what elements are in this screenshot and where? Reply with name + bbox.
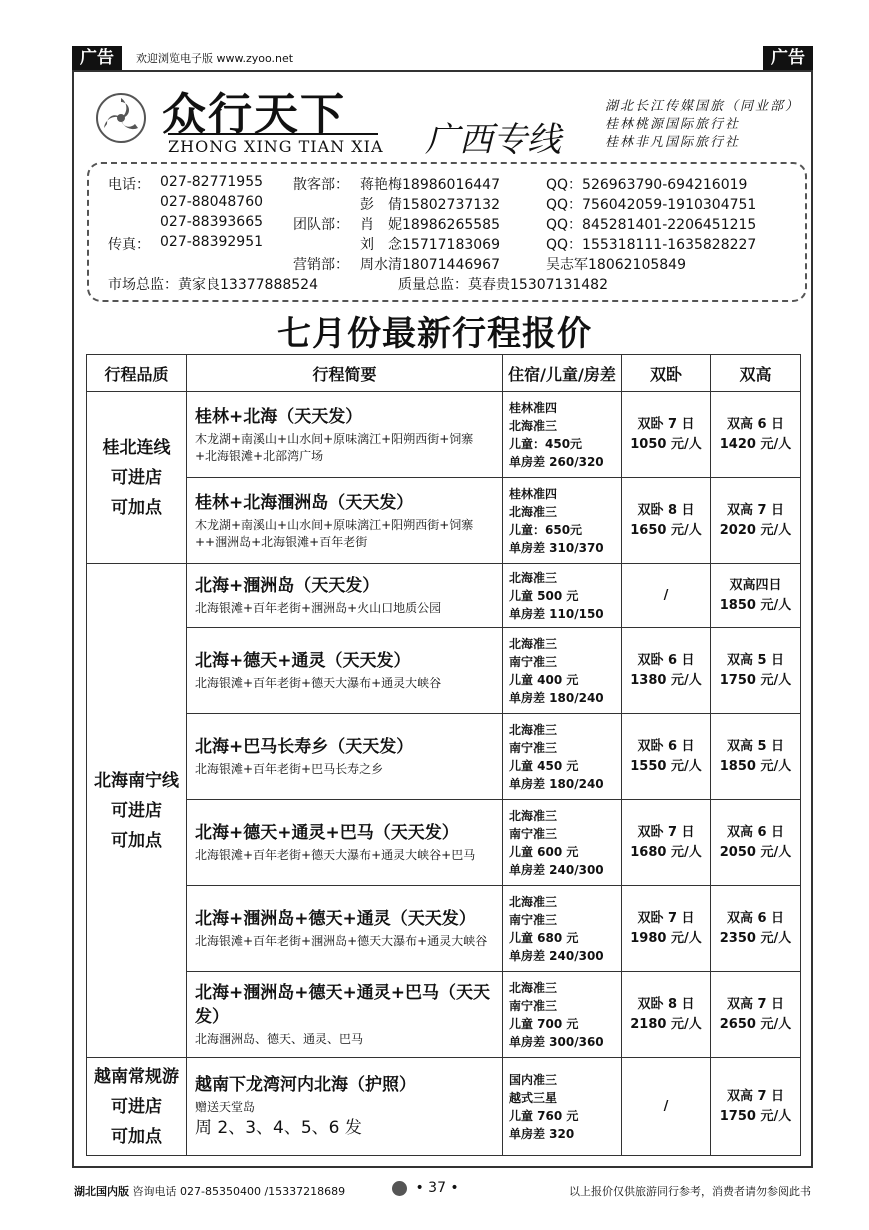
footer-left — [74, 1183, 345, 1199]
rail-price — [711, 1058, 801, 1156]
sleeper-price — [622, 392, 711, 478]
table-row — [87, 628, 801, 714]
price-line: 1850 元/人 — [719, 597, 792, 613]
route-desc: 北海银滩+百年老街+涠洲岛+德天大瀑布+通灵大峡谷 — [195, 934, 488, 948]
group-cell — [87, 564, 187, 1058]
lodging-line: 单房差 240/300 — [509, 948, 604, 963]
lodging-line: 儿童 760 元 — [509, 1108, 579, 1123]
price-line: 双高 6 日 — [726, 416, 785, 432]
lodging-line: 国内准三 — [509, 1072, 558, 1087]
lodging-cell — [503, 478, 622, 564]
lodging-cell — [503, 714, 622, 800]
group-contact: 刘 念15717183069 — [360, 237, 500, 253]
lodging-line: 北海准三 — [509, 980, 558, 995]
table-row — [87, 886, 801, 972]
lodging-line: 单房差 110/150 — [509, 606, 604, 621]
brand-name-english: ZHONG XING TIAN XIA — [168, 137, 384, 156]
price-line: 1750 元/人 — [719, 1108, 792, 1124]
route-name: 桂林+北海涠洲岛（天天发） — [195, 492, 414, 513]
lodging-cell — [503, 1058, 622, 1156]
price-line: 双高 7 日 — [726, 1088, 785, 1104]
price-line: 1850 元/人 — [719, 758, 792, 774]
brand-underline — [168, 133, 378, 135]
lodging-line: 北海准三 — [509, 808, 558, 823]
sales-label: 营销部： — [293, 257, 349, 273]
price-line: 1380 元/人 — [630, 672, 702, 688]
price-line: 双高 5 日 — [726, 738, 785, 754]
lodging-line: 南宁准三 — [509, 654, 558, 669]
edition-label: 湖北国内版 — [74, 1185, 129, 1198]
price-line: 2350 元/人 — [719, 930, 792, 946]
route-desc: 北海银滩+百年老街+德天大瀑布+通灵大峡谷 — [195, 676, 442, 690]
summary-cell — [187, 392, 503, 478]
table-row — [87, 478, 801, 564]
rail-price — [711, 564, 801, 628]
lodging-line: 北海准三 — [509, 418, 558, 433]
lodging-line: 单房差 240/300 — [509, 862, 604, 877]
sleeper-price — [622, 1058, 711, 1156]
lodging-cell — [503, 800, 622, 886]
lodging-line: 单房差 310/370 — [509, 540, 604, 555]
qq-contact: QQ：526963790-694216019 — [546, 177, 748, 193]
group-label: 越南常规游 — [94, 1066, 179, 1087]
lodging-line: 北海准三 — [509, 504, 558, 519]
route-desc: 北海涠洲岛、德天、通灵、巴马 — [195, 1032, 364, 1046]
price-line: 双高四日 — [729, 577, 782, 593]
agency-name: 湖北长江传媒国旅（同业部） — [605, 99, 801, 114]
agency-list — [605, 98, 800, 152]
main-title: 七月份最新行程报价 — [277, 314, 592, 354]
price-line: 双高 7 日 — [726, 502, 785, 518]
agency-name: 桂林桃源国际旅行社 — [605, 117, 741, 132]
lodging-line: 越式三星 — [509, 1090, 558, 1105]
route-desc: 北海银滩+百年老街+巴马长寿之乡 — [195, 762, 384, 776]
lodging-line: 儿童 600 元 — [509, 844, 579, 859]
sales-contact: 周水清18071446967 — [360, 257, 500, 273]
route-title: 广西专线 — [425, 120, 561, 160]
lodging-cell — [503, 972, 622, 1058]
group-contact: 肖 妮18986265585 — [360, 217, 500, 233]
summary-cell — [187, 628, 503, 714]
price-line: 2050 元/人 — [719, 844, 792, 860]
lodging-line: 南宁准三 — [509, 826, 558, 841]
price-line: 1680 元/人 — [630, 844, 702, 860]
group-label: 可加点 — [111, 830, 162, 851]
qq-contact: QQ：845281401-2206451215 — [546, 217, 757, 233]
price-line: 1650 元/人 — [630, 522, 702, 538]
sleeper-price — [622, 972, 711, 1058]
sales-contact-2: 吴志军18062105849 — [546, 257, 686, 273]
sleeper-price — [622, 800, 711, 886]
rail-price — [711, 714, 801, 800]
price-line: 双高 7 日 — [726, 996, 785, 1012]
price-line: 1980 元/人 — [630, 930, 702, 946]
route-name: 北海+涠洲岛+德天+通灵（天天发） — [195, 909, 476, 929]
group-label: 可进店 — [111, 800, 162, 821]
sleeper-price — [622, 478, 711, 564]
group-label: 北海南宁线 — [94, 770, 179, 791]
rail-price — [711, 478, 801, 564]
lodging-line: 桂林准四 — [509, 486, 558, 501]
table-row — [87, 564, 801, 628]
price-line: 1050 元/人 — [630, 436, 702, 452]
group-cell — [87, 392, 187, 564]
group-label: 团队部： — [293, 217, 349, 233]
header-high-speed: 双高 — [711, 355, 801, 392]
market-director: 市场总监：黄家良13377888524 — [108, 277, 318, 293]
lodging-line: 儿童：650元 — [509, 522, 583, 537]
lodging-line: 儿童：450元 — [509, 436, 583, 451]
price-line: 双卧 6 日 — [637, 738, 695, 754]
lodging-line: 儿童 680 元 — [509, 930, 579, 945]
table-row — [87, 1058, 801, 1156]
lodging-cell — [503, 628, 622, 714]
price-line: / — [663, 587, 669, 603]
route-desc: 木龙湖+南溪山+山水间+原味漓江+阳朔西街+饲寨++涠洲岛+北海银滩+百年老街 — [195, 517, 474, 549]
summary-cell — [187, 564, 503, 628]
price-line: 双卧 7 日 — [637, 824, 695, 840]
price-line: / — [663, 1098, 669, 1114]
ad-label-left: 广告 — [72, 46, 122, 70]
lodging-line: 单房差 180/240 — [509, 776, 604, 791]
rail-price — [711, 628, 801, 714]
group-label: 可加点 — [111, 1126, 162, 1147]
ad-label-right: 广告 — [763, 46, 813, 70]
lodging-line: 单房差 180/240 — [509, 690, 604, 705]
price-line: 1420 元/人 — [719, 436, 792, 452]
rail-price — [711, 392, 801, 478]
lodging-line: 北海准三 — [509, 894, 558, 909]
lodging-line: 单房差 260/320 — [509, 454, 604, 469]
lodging-line: 北海准三 — [509, 570, 558, 585]
price-line: 双卧 6 日 — [637, 652, 695, 668]
summary-cell — [187, 886, 503, 972]
route-desc: 赠送天堂岛 — [195, 1100, 256, 1114]
qq-contact: QQ：756042059-1910304751 — [546, 197, 757, 213]
agency-name: 桂林非凡国际旅行社 — [605, 135, 741, 150]
brand-name: 众行天下 — [162, 89, 346, 140]
lodging-line: 单房差 300/360 — [509, 1034, 604, 1049]
price-line: 2180 元/人 — [630, 1016, 702, 1032]
table-row — [87, 392, 801, 478]
header-sleeper: 双卧 — [622, 355, 711, 392]
sleeper-price — [622, 886, 711, 972]
price-line: 2650 元/人 — [719, 1016, 792, 1032]
summary-cell — [187, 714, 503, 800]
lodging-line: 南宁准三 — [509, 912, 558, 927]
route-name: 北海+德天+通灵+巴马（天天发） — [195, 823, 459, 843]
header-lodging: 住宿/儿童/房差 — [503, 355, 622, 392]
price-line: 1750 元/人 — [719, 672, 792, 688]
route-name: 越南下龙湾河内北海（护照） — [195, 1075, 416, 1095]
group-label: 桂北连线 — [102, 437, 171, 458]
page-number-text: • 37 • — [415, 1180, 459, 1196]
lodging-line: 南宁准三 — [509, 740, 558, 755]
departure-days: 周 2、3、4、5、6 发 — [195, 1118, 362, 1138]
page-number — [392, 1180, 459, 1196]
lodging-line: 儿童 500 元 — [509, 588, 579, 603]
price-line: 双卧 7 日 — [637, 910, 695, 926]
lodging-line: 北海准三 — [509, 722, 558, 737]
price-table — [86, 354, 801, 1156]
lodging-cell — [503, 564, 622, 628]
route-name: 桂林+北海（天天发） — [195, 406, 363, 427]
summary-cell — [187, 1058, 503, 1156]
price-line: 双卧 8 日 — [637, 996, 695, 1012]
group-label: 可加点 — [111, 497, 162, 518]
retail-label: 散客部： — [293, 177, 349, 193]
summary-cell — [187, 800, 503, 886]
header-quality: 行程品质 — [87, 355, 187, 392]
qq-contact: QQ：155318111-1635828227 — [546, 237, 757, 253]
group-cell — [87, 1058, 187, 1156]
price-line: 双高 5 日 — [726, 652, 785, 668]
route-name: 北海+涠洲岛+德天+通灵+巴马（天天发） — [195, 983, 490, 1027]
route-name: 北海+巴马长寿乡（天天发） — [195, 737, 414, 757]
route-name: 北海+涠洲岛（天天发） — [195, 576, 380, 596]
sleeper-price — [622, 564, 711, 628]
rail-price — [711, 972, 801, 1058]
route-desc: 北海银滩+百年老街+涠洲岛+火山口地质公园 — [195, 601, 442, 615]
header-summary: 行程简要 — [187, 355, 503, 392]
footer-phone: 咨询电话 027-85350400 /15337218689 — [132, 1185, 346, 1198]
lodging-line: 单房差 320 — [509, 1126, 575, 1141]
fax-label: 传真： — [108, 237, 150, 253]
site-url-text[interactable]: 欢迎浏览电子版 www.zyoo.net — [136, 52, 294, 65]
tel-number: 027-88048760 — [160, 194, 264, 210]
summary-cell — [187, 972, 503, 1058]
route-name: 北海+德天+通灵（天天发） — [195, 651, 411, 671]
retail-contact: 彭 倩15802737132 — [360, 197, 500, 213]
tel-label: 电话： — [108, 177, 150, 193]
lodging-line: 儿童 700 元 — [509, 1016, 579, 1031]
price-line: 1550 元/人 — [630, 758, 702, 774]
table-row — [87, 800, 801, 886]
fax-number: 027-88392951 — [160, 234, 264, 250]
rail-price — [711, 886, 801, 972]
sleeper-price — [622, 714, 711, 800]
tel-number: 027-88393665 — [160, 214, 264, 230]
lodging-line: 桂林准四 — [509, 400, 558, 415]
lodging-line: 儿童 450 元 — [509, 758, 579, 773]
price-line: 双卧 8 日 — [637, 502, 695, 518]
lodging-line: 北海准三 — [509, 636, 558, 651]
group-label: 可进店 — [111, 467, 162, 488]
lodging-line: 南宁准三 — [509, 998, 558, 1013]
sleeper-price — [622, 628, 711, 714]
table-row — [87, 714, 801, 800]
lodging-line: 儿童 400 元 — [509, 672, 579, 687]
price-line: 双卧 7 日 — [637, 416, 695, 432]
quality-director: 质量总监：莫春贵15307131482 — [398, 277, 608, 293]
lodging-cell — [503, 392, 622, 478]
price-line: 双高 6 日 — [726, 910, 785, 926]
summary-cell — [187, 478, 503, 564]
lodging-cell — [503, 886, 622, 972]
price-line: 2020 元/人 — [719, 522, 792, 538]
brand-logo-icon — [95, 92, 147, 144]
rail-price — [711, 800, 801, 886]
tel-number: 027-82771955 — [160, 174, 264, 190]
route-desc: 木龙湖+南溪山+山水间+原味漓江+阳朔西街+饲寨+北海银滩+北部湾广场 — [195, 431, 474, 463]
table-header-row — [87, 355, 801, 392]
publisher-logo-icon — [392, 1181, 407, 1196]
route-desc: 北海银滩+百年老街+德天大瀑布+通灵大峡谷+巴马 — [195, 848, 476, 862]
retail-contact: 蒋艳梅18986016447 — [360, 177, 500, 193]
group-label: 可进店 — [111, 1096, 162, 1117]
footer-note: 以上报价仅供旅游同行参考，消费者请勿参阅此书 — [569, 1185, 811, 1198]
price-line: 双高 6 日 — [726, 824, 785, 840]
table-row — [87, 972, 801, 1058]
